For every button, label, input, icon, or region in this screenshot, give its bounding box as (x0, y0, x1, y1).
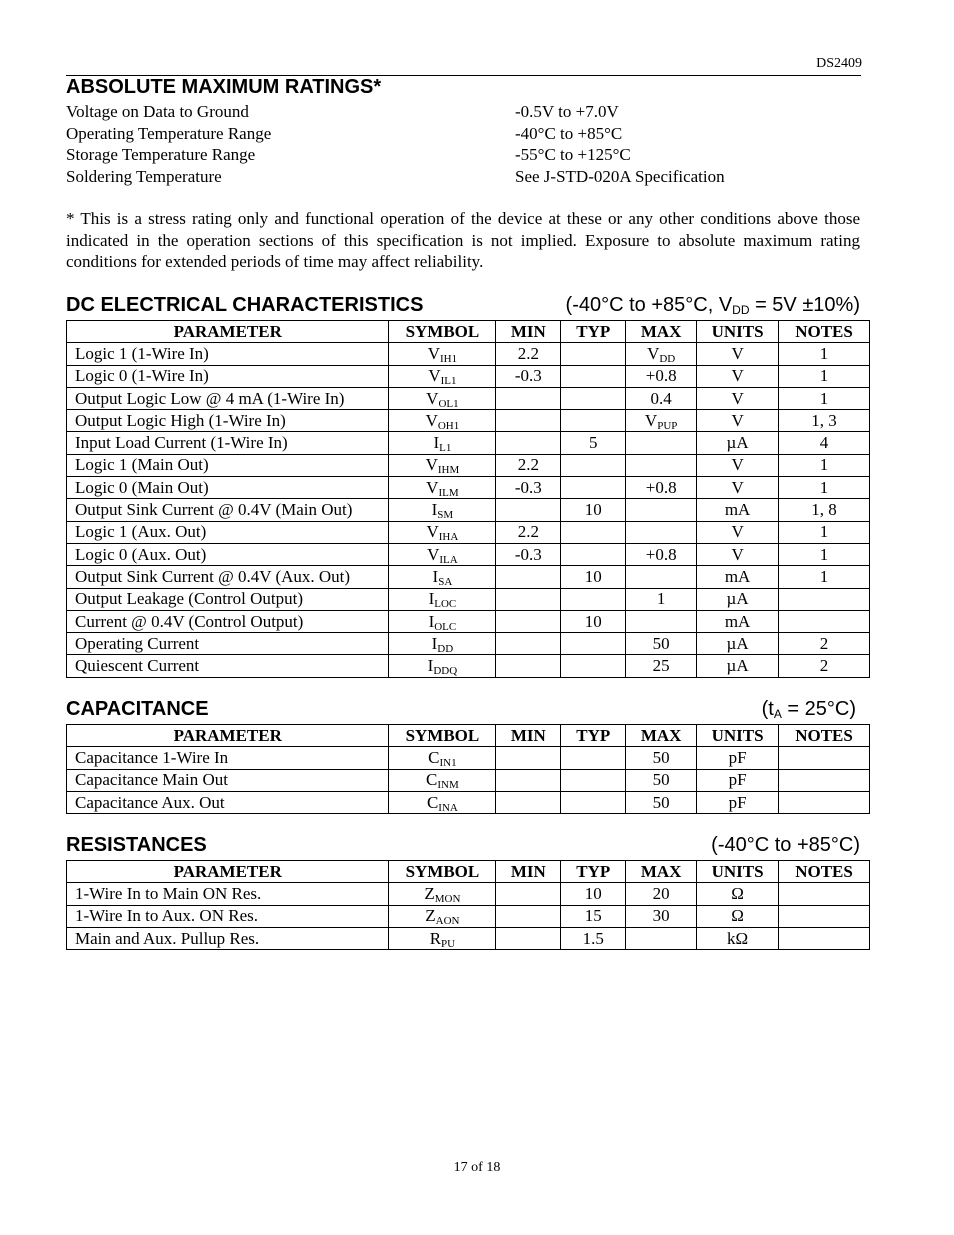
min-cell: -0.3 (496, 477, 561, 499)
parameter-cell: Quiescent Current (67, 655, 389, 677)
notes-cell: 1 (779, 477, 870, 499)
stress-note: * This is a stress rating only and functional operation of the device at these or any other conditions above those indicated in the operation sections of this specification is not implied. Exposure to absolute maximum rating conditions for extended periods of time may affect reliability. (66, 209, 860, 271)
min-cell (496, 791, 561, 813)
parameter-cell: 1-Wire In to Aux. ON Res. (67, 905, 389, 927)
parameter-cell: Output Logic High (1-Wire In) (67, 410, 389, 432)
symbol-cell: $V_{IL1}$ (389, 365, 496, 387)
parameter-cell: Output Leakage (Control Output) (67, 588, 389, 610)
typ-cell (561, 791, 626, 813)
symbol-cell: $Z_{MON}$ (389, 883, 496, 905)
amr-value: See J-STD-020A Specification (515, 166, 725, 186)
units-cell: V (697, 343, 779, 365)
table-row (67, 410, 870, 432)
table-row (67, 566, 870, 588)
res-title: RESISTANCES (66, 834, 207, 856)
min-cell: -0.3 (496, 365, 561, 387)
parameter-cell: Current @ 0.4V (Control Output) (67, 610, 389, 632)
symbol-cell: $C_{INM}$ (389, 769, 496, 791)
table-row (67, 769, 870, 791)
typ-cell (561, 365, 626, 387)
units-cell: V (697, 410, 779, 432)
symbol-cell: $R_{PU}$ (389, 927, 496, 949)
max-cell (626, 432, 697, 454)
max-cell: 0.4 (626, 387, 697, 409)
parameter-cell: Input Load Current (1-Wire In) (67, 432, 389, 454)
notes-cell (779, 927, 870, 949)
column-header: TYP (561, 861, 626, 883)
min-cell (496, 633, 561, 655)
max-cell: 30 (626, 905, 697, 927)
res-table (66, 860, 870, 950)
symbol-cell: $I_{LOC}$ (389, 588, 496, 610)
units-cell: pF (697, 791, 779, 813)
column-header: NOTES (779, 725, 870, 747)
units-cell: V (697, 454, 779, 476)
table-row (67, 499, 870, 521)
column-header: PARAMETER (67, 321, 389, 343)
notes-cell: 2 (779, 655, 870, 677)
max-cell: +0.8 (626, 477, 697, 499)
units-cell: mA (697, 499, 779, 521)
table-row (67, 791, 870, 813)
column-header: NOTES (779, 861, 870, 883)
units-cell: µA (697, 633, 779, 655)
dc-table (66, 320, 870, 678)
column-header: MIN (496, 321, 561, 343)
max-cell: 1 (626, 588, 697, 610)
table-row (67, 905, 870, 927)
typ-cell (561, 747, 626, 769)
min-cell (496, 410, 561, 432)
max-cell: $V_{DD}$ (626, 343, 697, 365)
typ-cell (561, 633, 626, 655)
typ-cell (561, 410, 626, 432)
symbol-cell: $I_{L1}$ (389, 432, 496, 454)
min-cell: 2.2 (496, 343, 561, 365)
parameter-cell: Logic 0 (Aux. Out) (67, 543, 389, 565)
column-header: UNITS (697, 861, 779, 883)
units-cell: pF (697, 747, 779, 769)
min-cell (496, 588, 561, 610)
symbol-cell: $I_{OLC}$ (389, 610, 496, 632)
amr-row (66, 166, 866, 188)
symbol-cell: $I_{DDQ}$ (389, 655, 496, 677)
parameter-cell: Output Sink Current @ 0.4V (Aux. Out) (67, 566, 389, 588)
cap-title: CAPACITANCE (66, 698, 209, 720)
max-cell: +0.8 (626, 365, 697, 387)
min-cell (496, 769, 561, 791)
notes-cell: 1 (779, 543, 870, 565)
max-cell: 50 (626, 633, 697, 655)
table-row (67, 432, 870, 454)
max-cell (626, 927, 697, 949)
res-header (66, 834, 860, 857)
typ-cell: 10 (561, 566, 626, 588)
min-cell (496, 432, 561, 454)
parameter-cell: Capacitance Main Out (67, 769, 389, 791)
units-cell: V (697, 521, 779, 543)
notes-cell: 1 (779, 521, 870, 543)
column-header: PARAMETER (67, 861, 389, 883)
max-cell: 50 (626, 747, 697, 769)
parameter-cell: Output Sink Current @ 0.4V (Main Out) (67, 499, 389, 521)
min-cell (496, 905, 561, 927)
units-cell: µA (697, 655, 779, 677)
cap-conditions: $(t_A = 25^\circ C)$ (761, 698, 856, 721)
max-cell: 50 (626, 769, 697, 791)
max-cell (626, 454, 697, 476)
notes-cell (779, 588, 870, 610)
symbol-cell: $V_{ILM}$ (389, 477, 496, 499)
table-row (67, 588, 870, 610)
parameter-cell: 1-Wire In to Main ON Res. (67, 883, 389, 905)
units-cell: V (697, 543, 779, 565)
symbol-cell: $Z_{AON}$ (389, 905, 496, 927)
typ-cell (561, 477, 626, 499)
typ-cell (561, 543, 626, 565)
dc-title: DC ELECTRICAL CHARACTERISTICS (66, 294, 424, 316)
notes-cell: 1 (779, 365, 870, 387)
symbol-cell: $V_{IHA}$ (389, 521, 496, 543)
parameter-cell: Logic 1 (Main Out) (67, 454, 389, 476)
amr-value: -40°C to +85°C (515, 123, 623, 143)
table-row (67, 365, 870, 387)
table-row (67, 883, 870, 905)
units-cell: Ω (697, 905, 779, 927)
symbol-cell: $V_{IHM}$ (389, 454, 496, 476)
parameter-cell: Logic 0 (1-Wire In) (67, 365, 389, 387)
table-row (67, 655, 870, 677)
symbol-cell: $V_{OH1}$ (389, 410, 496, 432)
min-cell (496, 566, 561, 588)
parameter-cell: Operating Current (67, 633, 389, 655)
table-row (67, 477, 870, 499)
max-cell (626, 521, 697, 543)
units-cell: kΩ (697, 927, 779, 949)
parameter-cell: Logic 0 (Main Out) (67, 477, 389, 499)
notes-cell (779, 747, 870, 769)
column-header: PARAMETER (67, 725, 389, 747)
table-row (67, 454, 870, 476)
max-cell: 25 (626, 655, 697, 677)
min-cell: 2.2 (496, 521, 561, 543)
units-cell: V (697, 477, 779, 499)
typ-cell: 5 (561, 432, 626, 454)
column-header: UNITS (697, 321, 779, 343)
symbol-cell: $V_{OL1}$ (389, 387, 496, 409)
amr-list (66, 101, 866, 187)
max-cell: +0.8 (626, 543, 697, 565)
amr-value: -0.5V to +7.0V (515, 102, 619, 121)
amr-title: ABSOLUTE MAXIMUM RATINGS* (66, 76, 382, 98)
notes-cell: 1 (779, 566, 870, 588)
max-cell: 50 (626, 791, 697, 813)
typ-cell (561, 769, 626, 791)
notes-cell (779, 769, 870, 791)
table-header-row (67, 861, 870, 883)
units-cell: µA (697, 432, 779, 454)
typ-cell (561, 521, 626, 543)
column-header: MIN (496, 725, 561, 747)
column-header: SYMBOL (389, 725, 496, 747)
column-header: NOTES (779, 321, 870, 343)
column-header: TYP (561, 321, 626, 343)
typ-cell (561, 588, 626, 610)
res-conditions: (-40°C to +85°C) (711, 834, 860, 856)
column-header: UNITS (697, 725, 779, 747)
column-header: SYMBOL (389, 321, 496, 343)
symbol-cell: $I_{SA}$ (389, 566, 496, 588)
dc-conditions: (-40°C to +85°C, $V_{DD} = 5V \pm 10\%$) (565, 294, 860, 317)
typ-cell (561, 343, 626, 365)
table-row (67, 521, 870, 543)
notes-cell: 4 (779, 432, 870, 454)
notes-cell (779, 610, 870, 632)
max-cell (626, 610, 697, 632)
units-cell: V (697, 387, 779, 409)
symbol-cell: $C_{INA}$ (389, 791, 496, 813)
symbol-cell: $I_{SM}$ (389, 499, 496, 521)
table-row (67, 633, 870, 655)
notes-cell (779, 883, 870, 905)
typ-cell: 15 (561, 905, 626, 927)
typ-cell (561, 454, 626, 476)
notes-cell: 1 (779, 454, 870, 476)
document-id: DS2409 (816, 56, 862, 71)
typ-cell (561, 655, 626, 677)
max-cell (626, 499, 697, 521)
page-number: 17 of 18 (453, 1160, 501, 1175)
column-header: MIN (496, 861, 561, 883)
min-cell (496, 499, 561, 521)
amr-key: Soldering Temperature (66, 166, 222, 186)
parameter-cell: Output Logic Low @ 4 mA (1-Wire In) (67, 387, 389, 409)
parameter-cell: Main and Aux. Pullup Res. (67, 927, 389, 949)
min-cell (496, 610, 561, 632)
amr-row (66, 144, 866, 166)
notes-cell: 2 (779, 633, 870, 655)
column-header: MAX (626, 725, 697, 747)
units-cell: pF (697, 769, 779, 791)
cap-table (66, 724, 870, 814)
min-cell (496, 927, 561, 949)
units-cell: mA (697, 566, 779, 588)
column-header: SYMBOL (389, 861, 496, 883)
column-header: MAX (626, 861, 697, 883)
min-cell: -0.3 (496, 543, 561, 565)
table-row (67, 387, 870, 409)
notes-cell: 1, 3 (779, 410, 870, 432)
notes-cell (779, 791, 870, 813)
symbol-cell: $V_{IH1}$ (389, 343, 496, 365)
column-header: MAX (626, 321, 697, 343)
amr-key: Voltage on Data to Ground (66, 102, 249, 121)
symbol-cell: $I_{DD}$ (389, 633, 496, 655)
notes-cell: 1 (779, 387, 870, 409)
dc-header (66, 294, 860, 317)
max-cell: $V_{PUP}$ (626, 410, 697, 432)
min-cell (496, 655, 561, 677)
amr-row (66, 101, 866, 123)
units-cell: V (697, 365, 779, 387)
typ-cell: 10 (561, 499, 626, 521)
symbol-cell: $V_{ILA}$ (389, 543, 496, 565)
typ-cell: 1.5 (561, 927, 626, 949)
typ-cell: 10 (561, 610, 626, 632)
table-row (67, 747, 870, 769)
parameter-cell: Logic 1 (1-Wire In) (67, 343, 389, 365)
units-cell: mA (697, 610, 779, 632)
notes-cell (779, 905, 870, 927)
min-cell: 2.2 (496, 454, 561, 476)
table-row (67, 927, 870, 949)
table-row (67, 610, 870, 632)
amr-key: Operating Temperature Range (66, 123, 272, 143)
table-header-row (67, 321, 870, 343)
symbol-cell: $C_{IN1}$ (389, 747, 496, 769)
parameter-cell: Capacitance 1-Wire In (67, 747, 389, 769)
min-cell (496, 387, 561, 409)
amr-row (66, 123, 866, 145)
table-row (67, 343, 870, 365)
max-cell: 20 (626, 883, 697, 905)
max-cell (626, 566, 697, 588)
cap-header (66, 698, 860, 721)
units-cell: µA (697, 588, 779, 610)
column-header: TYP (561, 725, 626, 747)
min-cell (496, 883, 561, 905)
notes-cell: 1, 8 (779, 499, 870, 521)
notes-cell: 1 (779, 343, 870, 365)
units-cell: Ω (697, 883, 779, 905)
parameter-cell: Capacitance Aux. Out (67, 791, 389, 813)
min-cell (496, 747, 561, 769)
amr-key: Storage Temperature Range (66, 145, 256, 164)
table-row (67, 543, 870, 565)
table-header-row (67, 725, 870, 747)
typ-cell: 10 (561, 883, 626, 905)
typ-cell (561, 387, 626, 409)
parameter-cell: Logic 1 (Aux. Out) (67, 521, 389, 543)
amr-value: -55°C to +125°C (515, 145, 631, 164)
